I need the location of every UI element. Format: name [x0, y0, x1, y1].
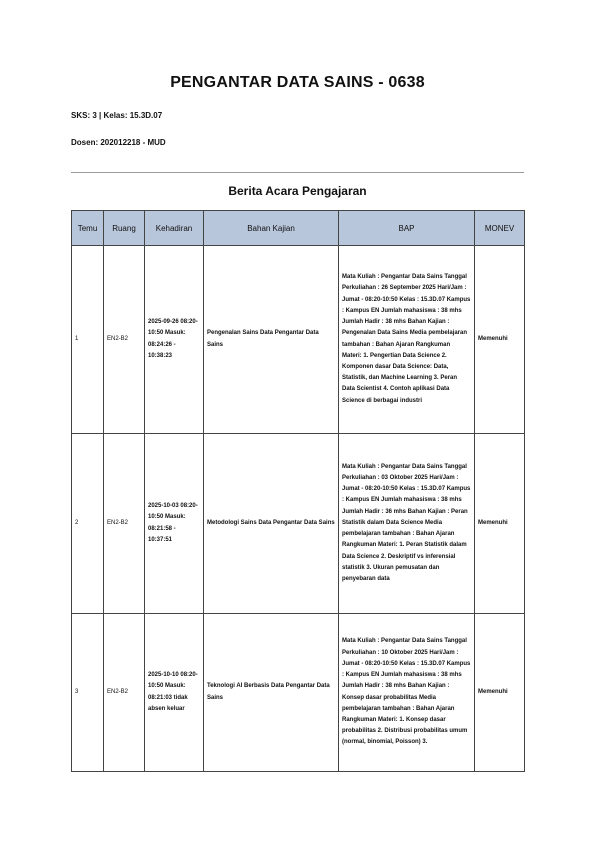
cell-temu: 1: [72, 246, 104, 434]
cell-monev: Memenuhi: [475, 614, 525, 772]
dosen-line: Dosen: 202012218 - MUD: [71, 138, 166, 147]
table-header-row: [72, 211, 525, 246]
cell-monev: Memenuhi: [475, 434, 525, 614]
section-title: Berita Acara Pengajaran: [228, 184, 367, 198]
cell-temu: 3: [72, 614, 104, 772]
table-row: [72, 246, 525, 434]
cell-bap: Mata Kuliah : Pengantar Data Sains Tanggal Perkuliahan : 10 Oktober 2025 Hari/Jam : Jumat - 08:20-10:50 Kelas : 15.3D.07 Kampus : Kampus EN Jumlah mahasiswa : 38 mhs Jumlah Hadir : 38 mhs Bahan Kajian : Konsep dasar probabilitas Media pembelajaran tambahan : Bahan Ajaran Rangkuman Materi: 1. Konsep dasar probabilitas 2. Distribusi probabilitas umum (normal, binomial, Poisson) 3.: [339, 614, 475, 772]
header-monev: MONEV: [475, 211, 525, 246]
header-kehadiran: Kehadiran: [145, 211, 204, 246]
cell-ruang: EN2-B2: [104, 246, 145, 434]
header-bahan-kajian: Bahan Kajian: [204, 211, 339, 246]
bap-table: [71, 210, 525, 772]
cell-bahan-kajian: Metodologi Sains Data Pengantar Data Sains: [204, 434, 339, 614]
cell-ruang: EN2-B2: [104, 614, 145, 772]
cell-bahan-kajian: Teknologi AI Berbasis Data Pengantar Data Sains: [204, 614, 339, 772]
cell-kehadiran: 2025-09-26 08:20-10:50 Masuk: 08:24:26 - 10:38:23: [145, 246, 204, 434]
cell-bap: Mata Kuliah : Pengantar Data Sains Tanggal Perkuliahan : 03 Oktober 2025 Hari/Jam : Jumat - 08:20-10:50 Kelas : 15.3D.07 Kampus : Kampus EN Jumlah mahasiswa : 38 mhs Jumlah Hadir : 36 mhs Bahan Kajian : Peran Statistik dalam Data Science Media pembelajaran tambahan : Bahan Ajaran Rangkuman Materi: 1. Peran Statistik dalam Data Science 2. Deskriptif vs inferensial statistik 3. Ukuran pemusatan dan penyebaran data: [339, 434, 475, 614]
cell-kehadiran: 2025-10-03 08:20-10:50 Masuk: 08:21:58 - 10:37:51: [145, 434, 204, 614]
header-temu: Temu: [72, 211, 104, 246]
header-bap: BAP: [339, 211, 475, 246]
cell-kehadiran: 2025-10-10 08:20-10:50 Masuk: 08:21:03 tidak absen keluar: [145, 614, 204, 772]
divider: [71, 172, 524, 173]
sks-kelas-line: SKS: 3 | Kelas: 15.3D.07: [71, 111, 163, 120]
cell-monev: Memenuhi: [475, 246, 525, 434]
cell-ruang: EN2-B2: [104, 434, 145, 614]
cell-bap: Mata Kuliah : Pengantar Data Sains Tanggal Perkuliahan : 26 September 2025 Hari/Jam : Jumat - 08:20-10:50 Kelas : 15.3D.07 Kampus : Kampus EN Jumlah mahasiswa : 38 mhs Jumlah Hadir : 38 mhs Bahan Kajian : Pengenalan Data Sains Media pembelajaran tambahan : Bahan Ajaran Rangkuman Materi: 1. Pengertian Data Science 2. Komponen dasar Data Science: Data, Statistik, dan Machine Learning 3. Peran Data Scientist 4. Contoh aplikasi Data Science di berbagai industri: [339, 246, 475, 434]
cell-bahan-kajian: Pengenalan Sains Data Pengantar Data Sains: [204, 246, 339, 434]
table-row: [72, 614, 525, 772]
cell-temu: 2: [72, 434, 104, 614]
header-ruang: Ruang: [104, 211, 145, 246]
document-title: PENGANTAR DATA SAINS - 0638: [170, 74, 425, 91]
table-row: [72, 434, 525, 614]
